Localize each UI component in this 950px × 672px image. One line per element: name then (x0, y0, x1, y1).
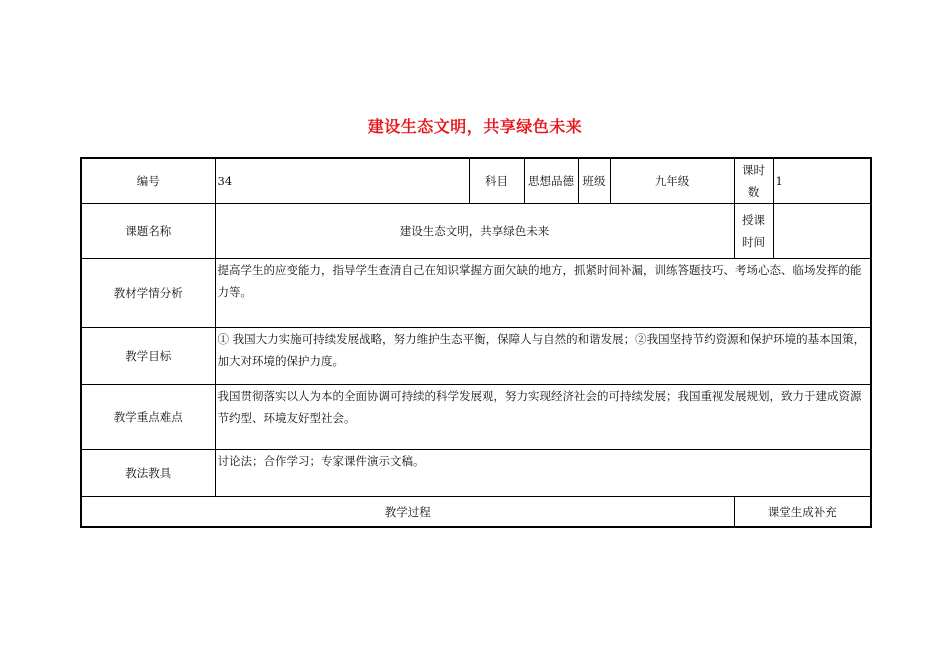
subject-label: 科目 (469, 158, 524, 204)
section-row (81, 450, 871, 497)
class-supplement-label: 课堂生成补充 (734, 497, 871, 528)
section-label: 教学目标 (81, 328, 215, 385)
lesson-plan-table (80, 157, 872, 528)
grade-value: 九年级 (610, 158, 734, 204)
basic-info-row (81, 158, 871, 204)
section-row (81, 259, 871, 328)
teaching-time-value (773, 204, 871, 259)
section-content: 讨论法；合作学习；专家课件演示文稿。 (215, 450, 871, 497)
document-title: 建设生态文明，共享绿色未来 (367, 117, 583, 136)
section-label: 教法教具 (81, 450, 215, 497)
section-row (81, 385, 871, 450)
topic-label: 课题名称 (81, 204, 215, 259)
section-label: 教材学情分析 (81, 259, 215, 328)
teaching-process-label: 教学过程 (81, 497, 734, 528)
subject-value: 思想品德 (524, 158, 578, 204)
section-content: 提高学生的应变能力，指导学生查清自己在知识掌握方面欠缺的地方，抓紧时间补漏，训练答题技巧、考场心态、临场发挥的能力等。 (215, 259, 871, 328)
topic-row (81, 204, 871, 259)
number-label: 编号 (81, 158, 215, 204)
section-label: 教学重点难点 (81, 385, 215, 450)
grade-label: 班级 (578, 158, 610, 204)
process-header-row (81, 497, 871, 528)
section-row (81, 328, 871, 385)
teaching-time-label: 授课时间 (734, 204, 773, 259)
hours-label: 课时数 (734, 158, 773, 204)
number-value: 34 (215, 158, 469, 204)
section-content: ① 我国大力实施可持续发展战略，努力维护生态平衡，保障人与自然的和谐发展；②我国坚持节约资源和保护环境的基本国策，加大对环境的保护力度。 (215, 328, 871, 385)
section-content: 我国贯彻落实以人为本的全面协调可持续的科学发展观，努力实现经济社会的可持续发展；我国重视发展规划，致力于建成资源节约型、环境友好型社会。 (215, 385, 871, 450)
hours-value: 1 (773, 158, 871, 204)
topic-value: 建设生态文明，共享绿色未来 (215, 204, 734, 259)
